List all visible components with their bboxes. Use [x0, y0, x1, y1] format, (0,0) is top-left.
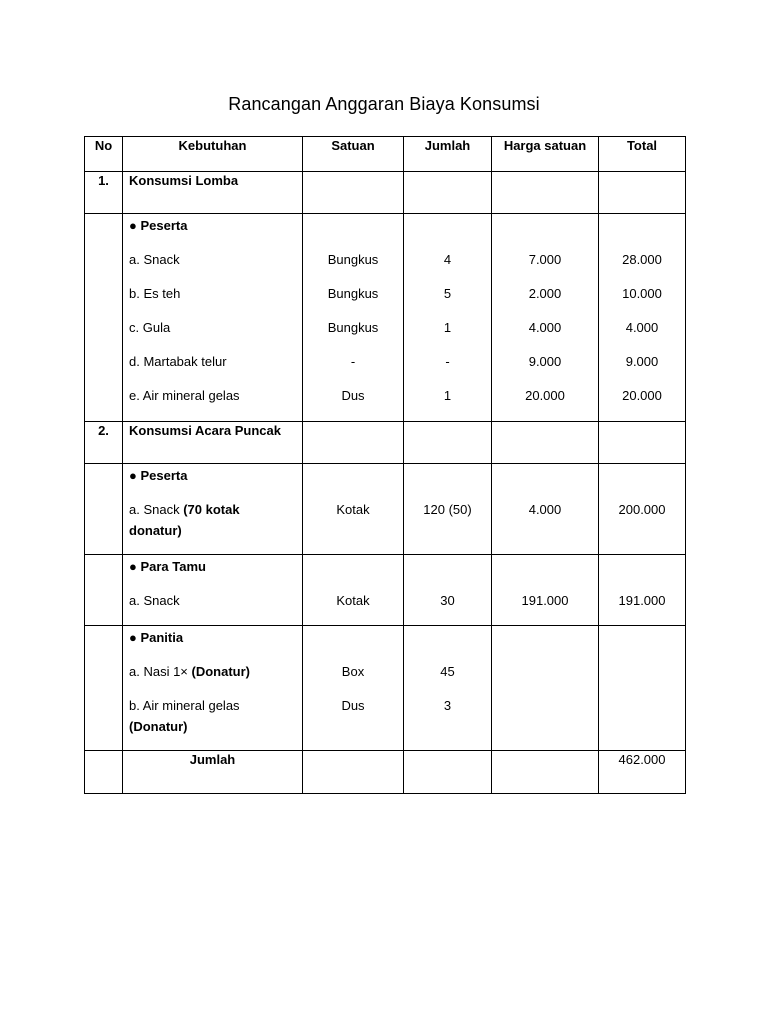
item-satuan: Bungkus [327, 252, 379, 267]
item-note-continued: donatur) [129, 523, 182, 538]
item-satuan: Kotak [336, 593, 370, 608]
group-heading: ● Peserta [129, 468, 188, 483]
section-number: 1. [98, 173, 109, 188]
header-satuan: Satuan [303, 137, 404, 172]
item-satuan: Dus [341, 698, 365, 713]
header-no: No [85, 137, 123, 172]
item-total: 9.000 [625, 354, 659, 369]
group-row-puncak-tamu [85, 555, 686, 626]
item-harga: 191.000 [521, 593, 569, 608]
item-satuan: Box [341, 664, 365, 679]
section-row-2 [85, 422, 686, 464]
section-number: 2. [98, 423, 109, 438]
item-jumlah: 120 (50) [423, 502, 472, 517]
item-name: d. Martabak telur [129, 354, 227, 369]
item-harga: 4.000 [528, 502, 562, 517]
item-name: b. Es teh [129, 286, 181, 301]
item-harga: 9.000 [528, 354, 562, 369]
item-name: a. Snack [129, 502, 184, 517]
group-row-puncak-panitia [85, 626, 686, 751]
table-header-row [85, 137, 686, 172]
item-harga: 20.000 [525, 388, 565, 403]
item-total: 191.000 [618, 593, 666, 608]
budget-table [84, 136, 686, 794]
item-total: 10.000 [622, 286, 662, 301]
section-row-1 [85, 172, 686, 214]
item-satuan: Kotak [336, 502, 370, 517]
page-title: Rancangan Anggaran Biaya Konsumsi [228, 94, 540, 114]
item-jumlah: 1 [443, 320, 452, 335]
item-jumlah: - [445, 354, 450, 369]
item-name: c. Gula [129, 320, 171, 335]
item-total: 4.000 [625, 320, 659, 335]
section-title: Konsumsi Lomba [129, 173, 239, 188]
item-note: (70 kotak [183, 502, 240, 517]
group-heading: ● Peserta [129, 218, 188, 233]
grand-total: 462.000 [618, 752, 666, 767]
item-jumlah: 45 [440, 664, 455, 679]
item-harga: 2.000 [528, 286, 562, 301]
item-satuan: Bungkus [327, 320, 379, 335]
item-jumlah: 4 [443, 252, 452, 267]
item-total: 20.000 [622, 388, 662, 403]
header-kebutuhan: Kebutuhan [123, 137, 303, 172]
header-total: Total [599, 137, 686, 172]
item-satuan: Bungkus [327, 286, 379, 301]
group-heading: ● Panitia [129, 630, 184, 645]
item-harga: 4.000 [528, 320, 562, 335]
item-total: 200.000 [618, 502, 666, 517]
item-jumlah: 1 [443, 388, 452, 403]
total-row [85, 751, 686, 794]
group-row-lomba-peserta [85, 214, 686, 422]
header-harga-satuan: Harga satuan [492, 137, 599, 172]
item-jumlah: 5 [443, 286, 452, 301]
item-note: (Donatur) [129, 719, 188, 734]
item-note: (Donatur) [191, 664, 251, 679]
item-satuan: - [350, 354, 356, 369]
total-label: Jumlah [189, 752, 236, 767]
item-name: a. Snack [129, 252, 180, 267]
item-name: e. Air mineral gelas [129, 388, 240, 403]
item-satuan: Dus [341, 388, 365, 403]
item-harga: 7.000 [528, 252, 562, 267]
item-jumlah: 3 [443, 698, 452, 713]
item-total: 28.000 [622, 252, 662, 267]
header-jumlah: Jumlah [404, 137, 492, 172]
section-title: Konsumsi Acara Puncak [129, 423, 281, 438]
item-name: a. Nasi 1× [129, 664, 192, 679]
item-jumlah: 30 [440, 593, 455, 608]
group-heading: ● Para Tamu [129, 559, 206, 574]
item-name: b. Air mineral gelas [129, 698, 240, 713]
item-name: a. Snack [129, 593, 180, 608]
group-row-puncak-peserta [85, 464, 686, 555]
